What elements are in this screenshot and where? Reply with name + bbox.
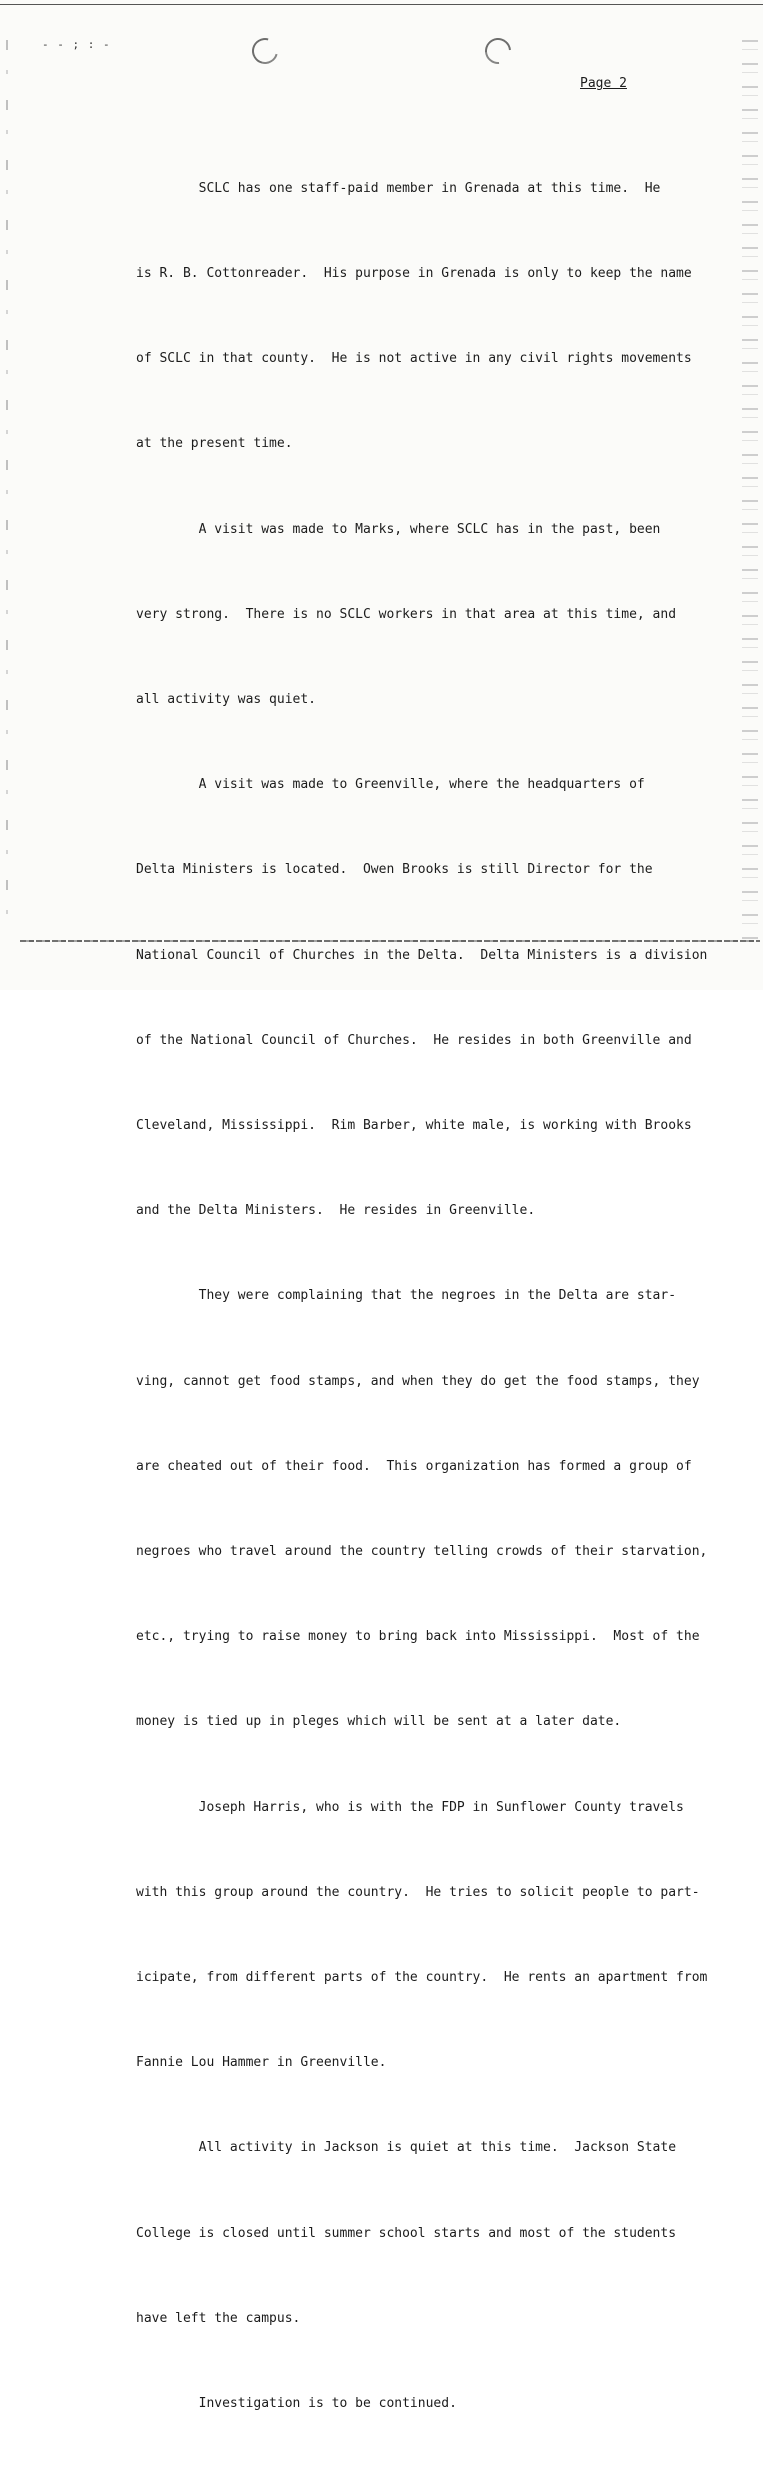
text-line: All activity in Jackson is quiet at this time. Jackson State	[136, 2140, 677, 2156]
text-line: Joseph Harris, who is with the FDP in Sunflower County travels	[136, 1799, 684, 1815]
text-line: Investigation is to be continued.	[136, 2396, 457, 2412]
text-line: are cheated out of their food. This organization has formed a group of	[136, 1458, 692, 1474]
text-line: Delta Ministers is located. Owen Brooks is still Director for the	[136, 862, 653, 878]
text-line: A visit was made to Greenville, where the headquarters of	[136, 777, 645, 793]
top-scan-edge	[0, 4, 763, 5]
text-line: all activity was quiet.	[136, 692, 317, 708]
text-line: icipate, from different parts of the country. He rents an apartment from	[136, 1970, 708, 1986]
text-line: College is closed until summer school starts and most of the students	[136, 2225, 677, 2241]
text-line: Fannie Lou Hammer in Greenville.	[136, 2055, 387, 2071]
text-line: National Council of Churches in the Delta. Delta Ministers is a division	[136, 947, 708, 963]
text-line: SCLC has one staff-paid member in Grenada at this time. He	[136, 180, 661, 196]
text-line: They were complaining that the negroes in the Delta are star-	[136, 1288, 677, 1304]
text-line: at the present time.	[136, 436, 293, 452]
page-number: Page 2	[580, 76, 627, 91]
text-line: money is tied up in pleges which will be sent at a later date.	[136, 1714, 622, 1730]
text-line: have left the campus.	[136, 2310, 301, 2326]
text-line: and the Delta Ministers. He resides in Greenville.	[136, 1203, 536, 1219]
text-line: of SCLC in that county. He is not active in any civil rights movements	[136, 351, 692, 367]
text-line: is R. B. Cottonreader. His purpose in Grenada is only to keep the name	[136, 266, 692, 282]
right-scan-edge	[742, 40, 758, 940]
text-line: with this group around the country. He tries to solicit people to part-	[136, 1884, 700, 1900]
text-line: etc., trying to raise money to bring back into Mississippi. Most of the	[136, 1629, 700, 1645]
bottom-scan-edge	[20, 940, 760, 942]
text-line: negroes who travel around the country telling crowds of their starvation,	[136, 1544, 708, 1560]
corner-mark: - - ; : -	[42, 38, 111, 51]
body-text	[136, 118, 708, 2475]
text-line: ving, cannot get food stamps, and when they do get the food stamps, they	[136, 1373, 700, 1389]
text-line: Cleveland, Mississippi. Rim Barber, white male, is working with Brooks	[136, 1118, 692, 1134]
text-line: very strong. There is no SCLC workers in that area at this time, and	[136, 606, 677, 622]
punch-hole-left	[247, 33, 283, 69]
text-line: of the National Council of Churches. He resides in both Greenville and	[136, 1032, 692, 1048]
left-scan-edge	[6, 40, 8, 940]
punch-hole-right	[480, 33, 517, 70]
text-line: A visit was made to Marks, where SCLC has in the past, been	[136, 521, 661, 537]
